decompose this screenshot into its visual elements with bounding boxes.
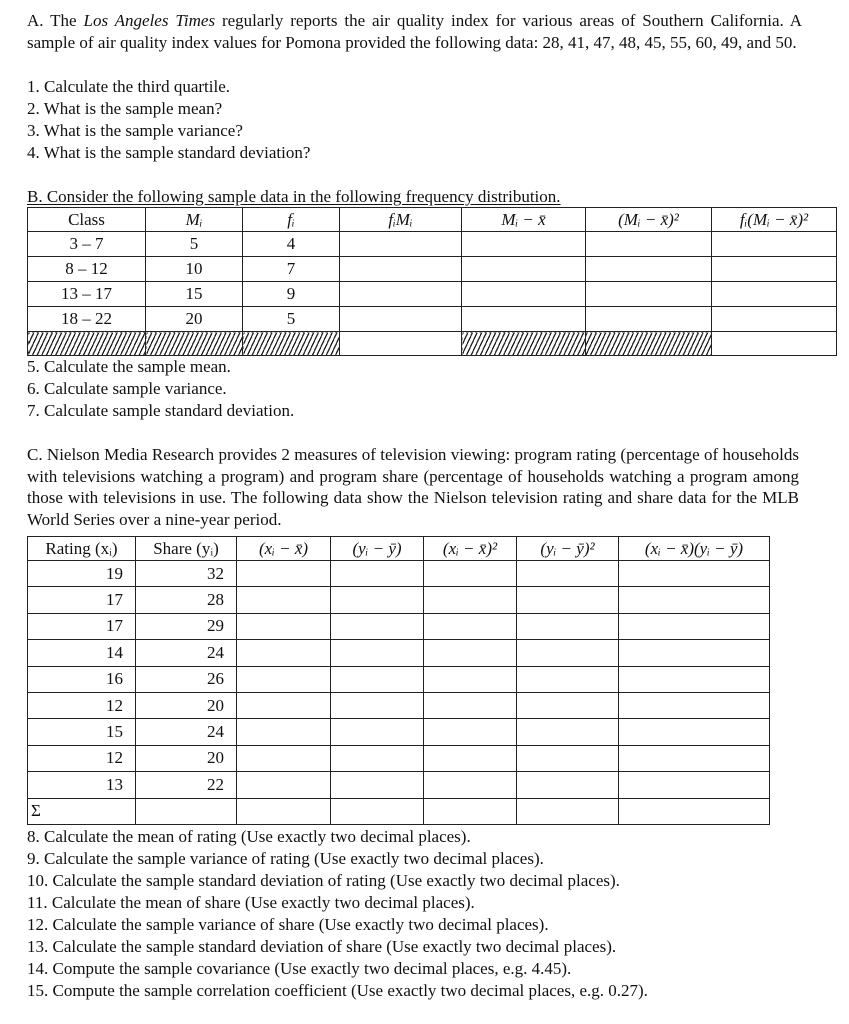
rating-cell: 19 (28, 561, 136, 587)
question-7: 7. Calculate sample standard deviation. (27, 401, 295, 420)
answer-cell[interactable] (462, 282, 586, 307)
answer-cell[interactable] (517, 692, 619, 718)
answer-cell[interactable] (517, 719, 619, 745)
rating-cell: 12 (28, 745, 136, 771)
sum-label: Σ (28, 798, 136, 824)
rating-cell: 15 (28, 719, 136, 745)
answer-cell[interactable] (424, 587, 517, 613)
sum-row (28, 798, 770, 824)
answer-cell[interactable] (331, 640, 424, 666)
newspaper-title: Los Angeles Times (83, 11, 216, 30)
answer-cell[interactable] (424, 772, 517, 798)
question-9: 9. Calculate the sample variance of rating (Use exactly two decimal places). (27, 849, 544, 868)
share-cell: 20 (136, 692, 237, 718)
answer-cell[interactable] (340, 257, 462, 282)
question-15: 15. Compute the sample correlation coefficient (Use exactly two decimal places, e.g. 0.27). (27, 981, 648, 1000)
answer-cell[interactable] (586, 307, 712, 332)
frequency-cell: 9 (243, 282, 340, 307)
answer-cell[interactable] (424, 666, 517, 692)
sum-cell[interactable] (424, 798, 517, 824)
answer-cell[interactable] (237, 772, 331, 798)
answer-cell[interactable] (619, 666, 770, 692)
table-row (28, 772, 770, 798)
answer-cell[interactable] (619, 640, 770, 666)
section-a-intro (27, 10, 802, 53)
hatched-cell (28, 332, 146, 356)
answer-cell[interactable] (237, 613, 331, 639)
answer-cell[interactable] (619, 692, 770, 718)
class-cell: 3 – 7 (28, 232, 146, 257)
section-b-intro: B. Consider the following sample data in the following frequency distribution. (27, 187, 561, 206)
question-14: 14. Compute the sample covariance (Use exactly two decimal places, e.g. 4.45). (27, 959, 572, 978)
header-midpoint: Mᵢ (146, 208, 243, 232)
answer-cell[interactable] (424, 640, 517, 666)
answer-cell[interactable] (586, 257, 712, 282)
answer-cell[interactable] (237, 587, 331, 613)
table-row (28, 282, 837, 307)
table-row (28, 587, 770, 613)
frequency-cell: 4 (243, 232, 340, 257)
midpoint-cell: 10 (146, 257, 243, 282)
totals-row (28, 332, 837, 356)
header-weighted-squared: fᵢ(Mᵢ − x̄)² (712, 208, 837, 232)
question-4: 4. What is the sample standard deviation? (27, 143, 311, 162)
share-cell: 24 (136, 640, 237, 666)
header-frequency: fᵢ (243, 208, 340, 232)
answer-cell[interactable] (237, 745, 331, 771)
answer-cell[interactable] (517, 613, 619, 639)
answer-cell[interactable] (331, 561, 424, 587)
midpoint-cell: 5 (146, 232, 243, 257)
class-cell: 13 – 17 (28, 282, 146, 307)
rating-cell: 16 (28, 666, 136, 692)
question-11: 11. Calculate the mean of share (Use exactly two decimal places). (27, 893, 475, 912)
table-row (28, 307, 837, 332)
header-cross-product: (xᵢ − x̄)(yᵢ − ȳ) (619, 537, 770, 561)
question-5: 5. Calculate the sample mean. (27, 357, 231, 376)
header-f-times-m: fᵢMᵢ (340, 208, 462, 232)
share-cell: 20 (136, 745, 237, 771)
rating-cell: 13 (28, 772, 136, 798)
answer-cell[interactable] (462, 307, 586, 332)
answer-cell[interactable] (619, 561, 770, 587)
table-row (28, 692, 770, 718)
sum-cell[interactable] (619, 798, 770, 824)
question-6: 6. Calculate sample variance. (27, 379, 227, 398)
question-10: 10. Calculate the sample standard deviation of rating (Use exactly two decimal places). (27, 871, 620, 890)
header-y-deviation: (yᵢ − ȳ) (331, 537, 424, 561)
section-a-intro-text: regularly reports the air quality index for various areas of Southern California. A sample of air quality index values for Pomona provided the following data: 28, 41, 47, 48, 45, 55, 60, 49, and 50. (27, 11, 802, 52)
midpoint-cell: 15 (146, 282, 243, 307)
table-row (28, 719, 770, 745)
answer-cell[interactable] (340, 232, 462, 257)
table-row (28, 745, 770, 771)
rating-cell: 12 (28, 692, 136, 718)
answer-cell[interactable] (619, 587, 770, 613)
sum-cell[interactable] (136, 798, 237, 824)
answer-cell[interactable] (712, 232, 837, 257)
answer-cell[interactable] (586, 232, 712, 257)
answer-cell[interactable] (619, 613, 770, 639)
sum-cell[interactable] (237, 798, 331, 824)
answer-cell[interactable] (619, 745, 770, 771)
hatched-cell (146, 332, 243, 356)
question-12: 12. Calculate the sample variance of share (Use exactly two decimal places). (27, 915, 549, 934)
answer-cell[interactable] (237, 640, 331, 666)
sum-cell[interactable] (331, 798, 424, 824)
share-cell: 28 (136, 587, 237, 613)
rating-share-table (27, 536, 770, 825)
question-8: 8. Calculate the mean of rating (Use exactly two decimal places). (27, 827, 471, 846)
class-cell: 18 – 22 (28, 307, 146, 332)
answer-cell[interactable] (331, 745, 424, 771)
rating-cell: 17 (28, 613, 136, 639)
answer-cell[interactable] (331, 666, 424, 692)
question-3: 3. What is the sample variance? (27, 121, 243, 140)
question-13: 13. Calculate the sample standard deviation of share (Use exactly two decimal places). (27, 937, 617, 956)
header-y-deviation-squared: (yᵢ − ȳ)² (517, 537, 619, 561)
answer-cell[interactable] (424, 692, 517, 718)
answer-cell[interactable] (517, 666, 619, 692)
answer-cell[interactable] (340, 307, 462, 332)
answer-cell[interactable] (462, 232, 586, 257)
answer-cell[interactable] (424, 745, 517, 771)
table-row (28, 666, 770, 692)
header-x-deviation: (xᵢ − x̄) (237, 537, 331, 561)
total-cell[interactable] (712, 332, 837, 356)
header-share: Share (yᵢ) (136, 537, 237, 561)
table-row (28, 640, 770, 666)
answer-cell[interactable] (237, 561, 331, 587)
share-cell: 29 (136, 613, 237, 639)
hatched-cell (243, 332, 340, 356)
answer-cell[interactable] (331, 719, 424, 745)
frequency-cell: 7 (243, 257, 340, 282)
answer-cell[interactable] (712, 307, 837, 332)
section-a-intro-prefix: A. The (27, 11, 84, 30)
answer-cell[interactable] (331, 692, 424, 718)
table-row (28, 232, 837, 257)
total-cell[interactable] (340, 332, 462, 356)
answer-cell[interactable] (424, 561, 517, 587)
answer-cell[interactable] (462, 257, 586, 282)
answer-cell[interactable] (424, 719, 517, 745)
answer-cell[interactable] (424, 613, 517, 639)
midpoint-cell: 20 (146, 307, 243, 332)
section-c-intro: C. Nielson Media Research provides 2 measures of television viewing: program rating (percentage of households with televisions watching a program) and program share (percentage of households watching a program among those with televisions in use. The following data show the Nielson television rating and share data for the MLB World Series over a nine-year period. (27, 445, 799, 530)
answer-cell[interactable] (517, 561, 619, 587)
answer-cell[interactable] (517, 640, 619, 666)
share-cell: 22 (136, 772, 237, 798)
question-2: 2. What is the sample mean? (27, 99, 223, 118)
answer-cell[interactable] (517, 772, 619, 798)
class-cell: 8 – 12 (28, 257, 146, 282)
header-rating: Rating (xᵢ) (28, 537, 136, 561)
answer-cell[interactable] (712, 282, 837, 307)
frequency-table-header (28, 208, 837, 232)
rating-cell: 17 (28, 587, 136, 613)
hatched-cell (586, 332, 712, 356)
answer-cell[interactable] (331, 772, 424, 798)
answer-cell[interactable] (517, 587, 619, 613)
answer-cell[interactable] (517, 745, 619, 771)
answer-cell[interactable] (331, 587, 424, 613)
rating-cell: 14 (28, 640, 136, 666)
answer-cell[interactable] (712, 257, 837, 282)
question-1: 1. Calculate the third quartile. (27, 77, 230, 96)
header-x-deviation-squared: (xᵢ − x̄)² (424, 537, 517, 561)
header-deviation: Mᵢ − x̄ (462, 208, 586, 232)
answer-cell[interactable] (586, 282, 712, 307)
sum-cell[interactable] (517, 798, 619, 824)
answer-cell[interactable] (237, 666, 331, 692)
hatched-cell (462, 332, 586, 356)
rating-table-header (28, 537, 770, 561)
frequency-cell: 5 (243, 307, 340, 332)
answer-cell[interactable] (619, 719, 770, 745)
share-cell: 32 (136, 561, 237, 587)
answer-cell[interactable] (331, 613, 424, 639)
answer-cell[interactable] (237, 692, 331, 718)
table-row (28, 561, 770, 587)
header-class: Class (28, 208, 146, 232)
answer-cell[interactable] (237, 719, 331, 745)
table-row (28, 613, 770, 639)
answer-cell[interactable] (619, 772, 770, 798)
share-cell: 24 (136, 719, 237, 745)
header-deviation-squared: (Mᵢ − x̄)² (586, 208, 712, 232)
share-cell: 26 (136, 666, 237, 692)
answer-cell[interactable] (340, 282, 462, 307)
frequency-table (27, 207, 837, 356)
table-row (28, 257, 837, 282)
